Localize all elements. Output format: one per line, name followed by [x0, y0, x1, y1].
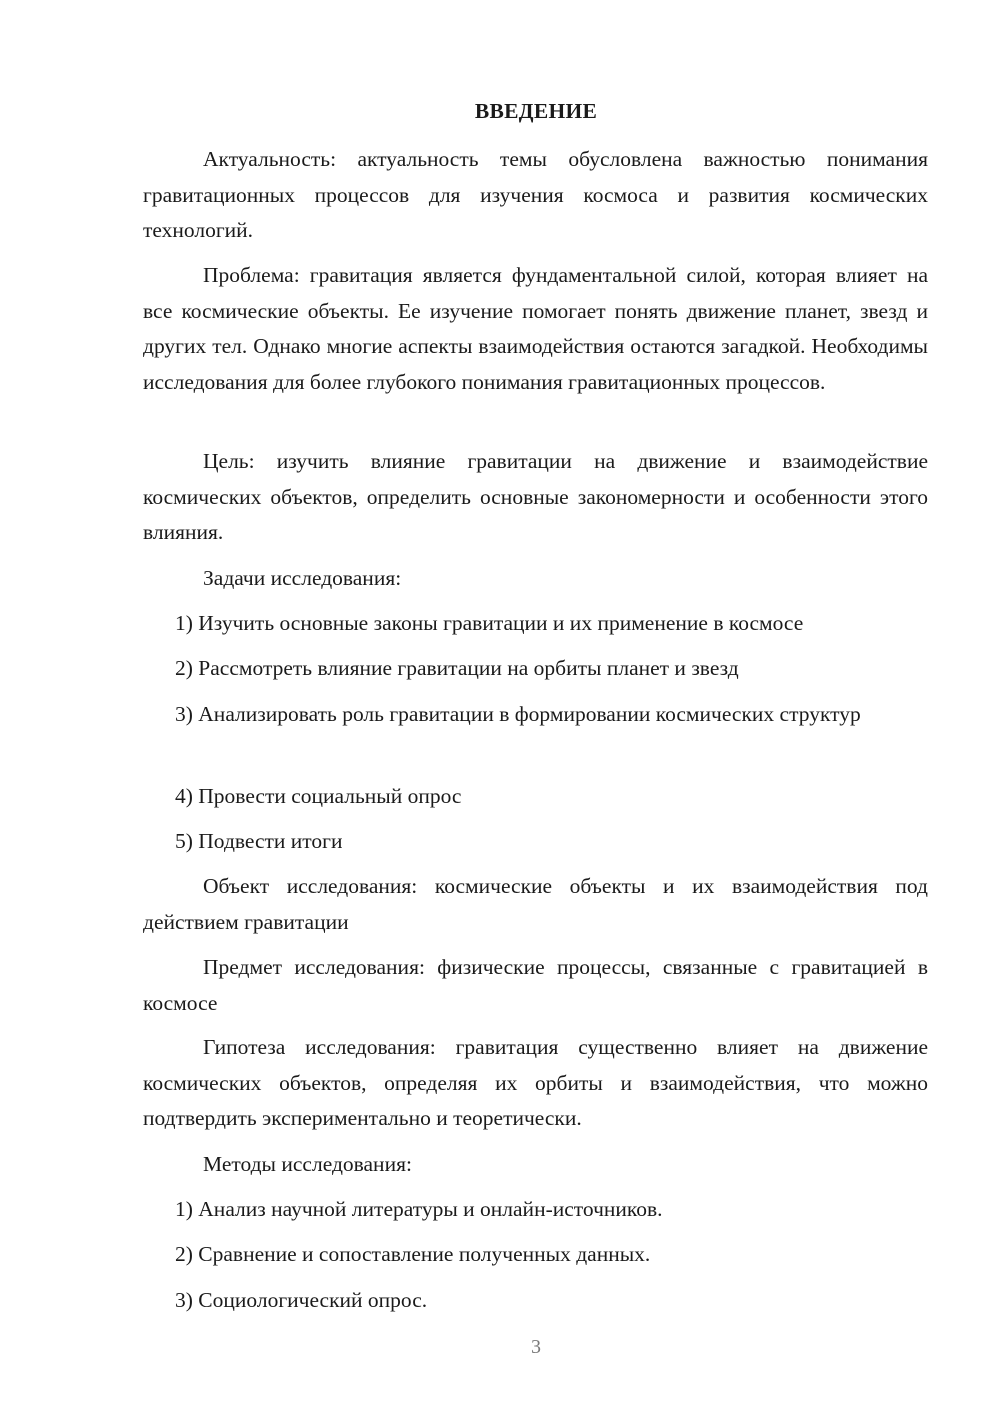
method-item: 2) Сравнение и сопоставление полученных данных. [175, 1242, 651, 1266]
page-number: 3 [531, 1336, 541, 1358]
paragraph-subject: Предмет исследования: физические процессы, связанные с гравитацией в космосе [143, 955, 928, 1015]
task-item: 1) Изучить основные законы гравитации и их применение в космосе [175, 611, 804, 635]
method-item: 3) Социологический опрос. [175, 1288, 428, 1312]
task-item: 2) Рассмотреть влияние гравитации на орбиты планет и звезд [175, 656, 739, 680]
paragraph-goal: Цель: изучить влияние гравитации на движение и взаимодействие космических объектов, определить основные закономерности и особенности этого влияния. [143, 449, 928, 544]
paragraph-hypothesis: Гипотеза исследования: гравитация существенно влияет на движение космических объектов, определяя их орбиты и взаимодействия, что можно подтвердить экспериментально и теоретически. [143, 1035, 928, 1130]
paragraph-actuality: Актуальность: актуальность темы обусловлена важностью понимания гравитационных процессов для изучения космоса и развития космических технологий. [143, 147, 928, 242]
task-item: 5) Подвести итоги [175, 829, 343, 853]
method-item: 1) Анализ научной литературы и онлайн-источников. [175, 1197, 663, 1221]
section-title: ВВЕДЕНИЕ [474, 99, 598, 123]
paragraph-problem: Проблема: гравитация является фундаментальной силой, которая влияет на все космические объекты. Ее изучение помогает понять движение планет, звезд и других тел. Однако многие аспекты взаимодействия остаются загадкой. Необходимы исследования для более глубокого понимания гравитационных процессов. [143, 263, 928, 394]
methods-heading: Методы исследования: [203, 1152, 412, 1176]
paragraph-object: Объект исследования: космические объекты и их взаимодействия под действием гравитации [143, 874, 928, 934]
task-item: 3) Анализировать роль гравитации в формировании космических структур [175, 702, 861, 726]
task-item: 4) Провести социальный опрос [175, 784, 462, 808]
tasks-heading: Задачи исследования: [203, 566, 402, 590]
